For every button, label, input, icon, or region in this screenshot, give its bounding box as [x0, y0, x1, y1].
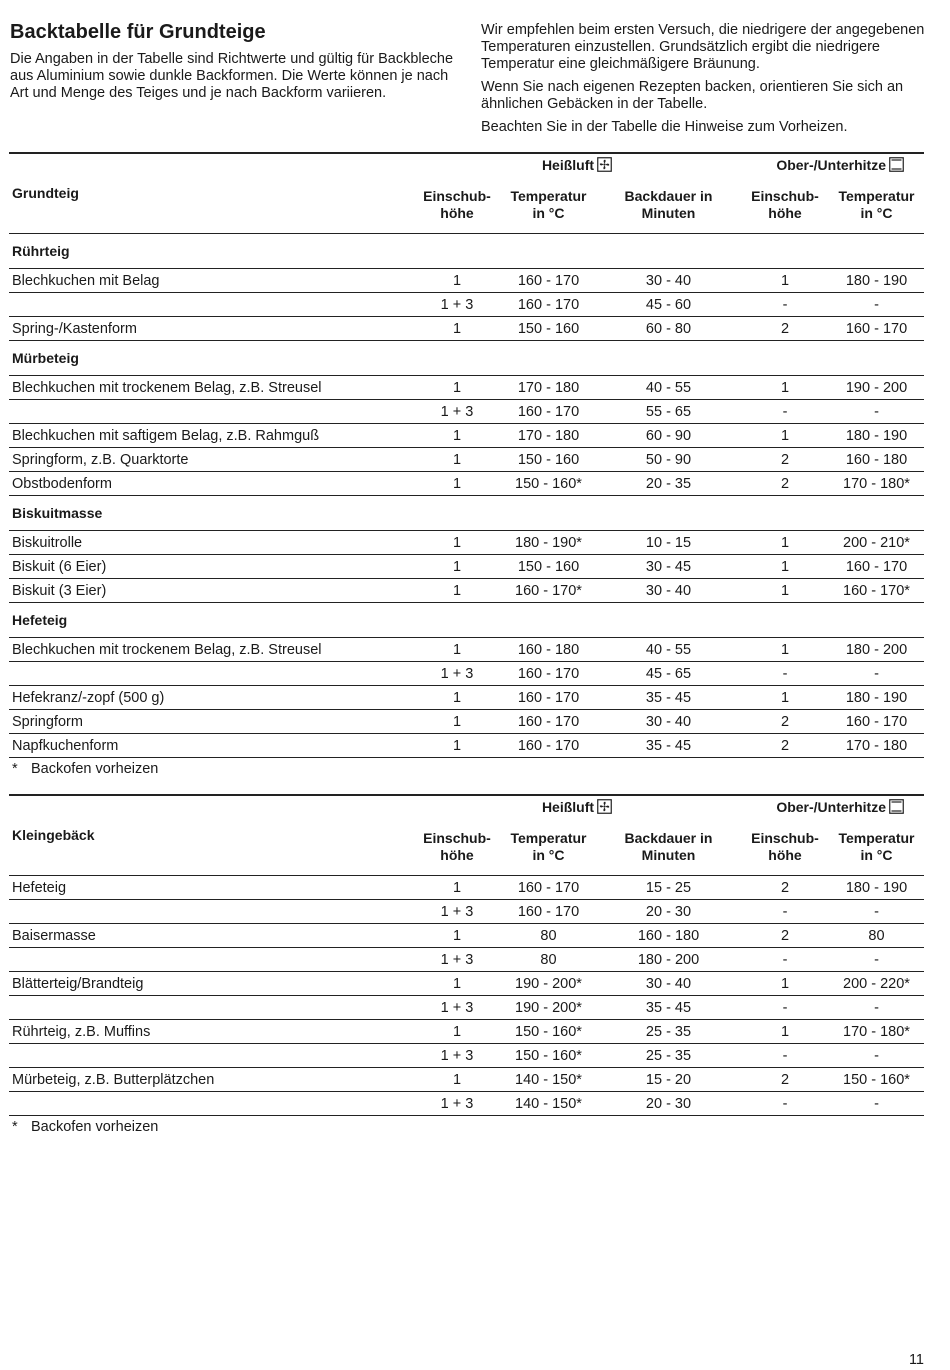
cell-h-level: 1	[413, 710, 501, 734]
cell-o-level: 1	[741, 972, 829, 996]
cell-dauer: 40 - 55	[596, 376, 741, 400]
footnote-row	[9, 1116, 924, 1139]
cell-dauer: 30 - 40	[596, 972, 741, 996]
cell-dauer: 20 - 35	[596, 472, 741, 496]
cell-h-level: 1	[413, 686, 501, 710]
cell-h-level: 1 + 3	[413, 900, 501, 924]
section-row	[9, 341, 924, 376]
cell-o-level: 1	[741, 555, 829, 579]
baking-table-kleingebaeck	[9, 794, 924, 1138]
cell-o-level: 2	[741, 734, 829, 758]
table-row	[9, 1020, 924, 1044]
mode-heissluft-label: Heißluft	[541, 798, 595, 815]
table-row	[9, 472, 924, 496]
category-header-label: Grundteig	[12, 185, 79, 201]
row-label: Hefekranz/-zopf (500 g)	[9, 686, 413, 710]
cell-o-temp: 200 - 210*	[829, 531, 924, 555]
cell-h-temp: 170 - 180	[501, 424, 596, 448]
column-header-line: Temperatur	[510, 830, 587, 846]
cell-o-temp: 160 - 170	[829, 710, 924, 734]
row-label	[9, 293, 413, 317]
cell-dauer: 60 - 80	[596, 317, 741, 341]
cell-dauer: 45 - 65	[596, 662, 741, 686]
cell-h-temp: 160 - 170	[501, 293, 596, 317]
top-bottom-heat-icon	[889, 157, 904, 175]
footnote-mark: *	[12, 1119, 18, 1135]
row-label: Obstbodenform	[9, 472, 413, 496]
mode-ober-unter	[741, 796, 924, 819]
row-label: Springform, z.B. Quarktorte	[9, 448, 413, 472]
cell-h-level: 1	[413, 1020, 501, 1044]
mode-ober-unter-label: Ober-/Unterhitze	[776, 798, 886, 815]
row-label: Blechkuchen mit Belag	[9, 269, 413, 293]
column-header-row	[9, 177, 924, 234]
row-label	[9, 996, 413, 1020]
cell-h-temp: 160 - 170	[501, 686, 596, 710]
column-header-line: Backdauer in	[624, 188, 713, 204]
cell-o-temp: 170 - 180	[829, 734, 924, 758]
cell-o-temp: 190 - 200	[829, 376, 924, 400]
cell-h-level: 1	[413, 734, 501, 758]
column-header-line: Einschub-	[751, 830, 819, 846]
cell-h-temp: 160 - 180	[501, 638, 596, 662]
cell-o-temp: 180 - 190	[829, 424, 924, 448]
cell-dauer: 160 - 180	[596, 924, 741, 948]
cell-h-level: 1	[413, 269, 501, 293]
section-row	[9, 603, 924, 638]
cell-o-level: -	[741, 1044, 829, 1068]
row-label: Hefeteig	[9, 876, 413, 900]
footnote	[9, 1116, 924, 1139]
cell-o-level: -	[741, 996, 829, 1020]
cell-o-temp: 180 - 190	[829, 269, 924, 293]
cell-o-temp: 80	[829, 924, 924, 948]
section-title: Hefeteig	[9, 603, 924, 638]
cell-o-temp: 170 - 180*	[829, 1020, 924, 1044]
column-header-line: Einschub-	[423, 830, 491, 846]
cell-h-level: 1	[413, 972, 501, 996]
table-row	[9, 424, 924, 448]
row-label: Blätterteig/Brandteig	[9, 972, 413, 996]
cell-h-temp: 180 - 190*	[501, 531, 596, 555]
cell-o-level: 2	[741, 317, 829, 341]
cell-h-level: 1	[413, 638, 501, 662]
column-header-temperatur	[501, 177, 596, 234]
cell-h-temp: 140 - 150*	[501, 1068, 596, 1092]
cell-h-level: 1	[413, 424, 501, 448]
table-row	[9, 448, 924, 472]
table-row	[9, 900, 924, 924]
cell-o-level: 1	[741, 579, 829, 603]
row-label: Mürbeteig, z.B. Butterplätzchen	[9, 1068, 413, 1092]
cell-o-level: 2	[741, 924, 829, 948]
row-label: Napfkuchenform	[9, 734, 413, 758]
cell-o-temp: 180 - 190	[829, 876, 924, 900]
column-header-einschub	[413, 177, 501, 234]
cell-h-temp: 160 - 170	[501, 662, 596, 686]
cell-dauer: 180 - 200	[596, 948, 741, 972]
cell-o-level: 1	[741, 686, 829, 710]
row-label: Baisermasse	[9, 924, 413, 948]
row-label: Rührteig, z.B. Muffins	[9, 1020, 413, 1044]
top-bottom-heat-icon	[889, 799, 904, 817]
cell-o-level: -	[741, 1092, 829, 1116]
cell-o-level: 1	[741, 1020, 829, 1044]
cell-h-level: 1	[413, 1068, 501, 1092]
row-label: Biskuitrolle	[9, 531, 413, 555]
cell-o-temp: 150 - 160*	[829, 1068, 924, 1092]
cell-o-level: 2	[741, 472, 829, 496]
cell-dauer: 15 - 20	[596, 1068, 741, 1092]
row-label: Blechkuchen mit trockenem Belag, z.B. Streusel	[9, 638, 413, 662]
cell-h-temp: 170 - 180	[501, 376, 596, 400]
cell-o-temp: -	[829, 996, 924, 1020]
column-header-line: Backdauer in	[624, 830, 713, 846]
column-header-line: Minuten	[641, 205, 696, 221]
cell-dauer: 25 - 35	[596, 1020, 741, 1044]
column-header-backdauer	[596, 177, 741, 234]
cell-h-level: 1	[413, 876, 501, 900]
row-label	[9, 1092, 413, 1116]
empty-cell	[9, 796, 413, 819]
column-header-line: höhe	[768, 205, 802, 221]
intro-left	[10, 51, 460, 102]
cell-h-temp: 190 - 200*	[501, 972, 596, 996]
row-label: Biskuit (3 Eier)	[9, 579, 413, 603]
cell-o-level: -	[741, 900, 829, 924]
cell-h-level: 1	[413, 448, 501, 472]
mode-ober-unter-label: Ober-/Unterhitze	[776, 156, 886, 173]
cell-dauer: 30 - 40	[596, 579, 741, 603]
table-row	[9, 376, 924, 400]
row-label: Blechkuchen mit saftigem Belag, z.B. Rahmguß	[9, 424, 413, 448]
footnote-text: Backofen vorheizen	[31, 1119, 159, 1135]
cell-o-temp: 200 - 220*	[829, 972, 924, 996]
row-label: Biskuit (6 Eier)	[9, 555, 413, 579]
cell-dauer: 25 - 35	[596, 1044, 741, 1068]
cell-dauer: 60 - 90	[596, 424, 741, 448]
table-row	[9, 662, 924, 686]
row-label: Blechkuchen mit trockenem Belag, z.B. Streusel	[9, 376, 413, 400]
section-title: Biskuitmasse	[9, 496, 924, 531]
cell-o-temp: -	[829, 400, 924, 424]
cell-h-temp: 80	[501, 948, 596, 972]
cell-h-temp: 150 - 160*	[501, 472, 596, 496]
mode-heissluft-label: Heißluft	[541, 156, 595, 173]
cell-h-temp: 160 - 170	[501, 734, 596, 758]
cell-o-temp: 160 - 170	[829, 555, 924, 579]
cell-o-level: 2	[741, 876, 829, 900]
intro-paragraph: Wenn Sie nach eigenen Rezepten backen, orientieren Sie sich an ähnlichen Gebäcken in der Tabelle.	[481, 79, 904, 112]
cell-dauer: 30 - 40	[596, 269, 741, 293]
cell-o-level: 2	[741, 448, 829, 472]
cell-o-level: -	[741, 400, 829, 424]
table-row	[9, 924, 924, 948]
table-row	[9, 1092, 924, 1116]
column-header-line: Einschub-	[751, 188, 819, 204]
row-label: Springform	[9, 710, 413, 734]
column-header-line: höhe	[440, 205, 474, 221]
cell-o-temp: 160 - 170	[829, 317, 924, 341]
table-row	[9, 972, 924, 996]
cell-h-level: 1	[413, 472, 501, 496]
column-header-einschub	[741, 177, 829, 234]
table-row	[9, 710, 924, 734]
category-header-label: Kleingebäck	[12, 827, 95, 843]
table-row	[9, 948, 924, 972]
column-header-line: in °C	[860, 847, 893, 863]
footnote	[9, 758, 924, 781]
cell-o-temp: 160 - 170*	[829, 579, 924, 603]
cell-h-level: 1	[413, 555, 501, 579]
column-header-line: Temperatur	[838, 830, 915, 846]
column-header-line: Minuten	[641, 847, 696, 863]
empty-cell	[9, 154, 413, 177]
row-label	[9, 948, 413, 972]
cell-dauer: 30 - 45	[596, 555, 741, 579]
table-row	[9, 638, 924, 662]
cell-o-temp: 180 - 190	[829, 686, 924, 710]
cell-o-temp: -	[829, 948, 924, 972]
cell-dauer: 10 - 15	[596, 531, 741, 555]
cell-dauer: 35 - 45	[596, 734, 741, 758]
row-label	[9, 1044, 413, 1068]
table-row	[9, 400, 924, 424]
cell-o-temp: 180 - 200	[829, 638, 924, 662]
table-row	[9, 996, 924, 1020]
table-row	[9, 734, 924, 758]
table-row	[9, 579, 924, 603]
footnote-text: Backofen vorheizen	[31, 761, 159, 777]
section-title: Mürbeteig	[9, 341, 924, 376]
cell-h-level: 1	[413, 317, 501, 341]
cell-h-level: 1 + 3	[413, 293, 501, 317]
mode-ober-unter	[741, 154, 924, 177]
cell-h-temp: 160 - 170	[501, 400, 596, 424]
mode-heissluft	[413, 796, 741, 819]
cell-o-temp: -	[829, 293, 924, 317]
cell-h-temp: 160 - 170	[501, 876, 596, 900]
table-row	[9, 876, 924, 900]
cell-h-level: 1	[413, 376, 501, 400]
cell-o-temp: -	[829, 1092, 924, 1116]
footnote-mark: *	[12, 761, 18, 777]
table-row	[9, 555, 924, 579]
cell-dauer: 50 - 90	[596, 448, 741, 472]
column-header-line: höhe	[440, 847, 474, 863]
cell-h-level: 1	[413, 531, 501, 555]
cell-h-temp: 150 - 160	[501, 317, 596, 341]
column-header-category	[9, 819, 413, 876]
column-header-line: Einschub-	[423, 188, 491, 204]
cell-h-temp: 150 - 160	[501, 448, 596, 472]
cell-o-level: 1	[741, 376, 829, 400]
row-label	[9, 400, 413, 424]
cell-o-temp: -	[829, 1044, 924, 1068]
cell-h-temp: 80	[501, 924, 596, 948]
column-header-line: Temperatur	[838, 188, 915, 204]
section-title: Rührteig	[9, 234, 924, 269]
table-row	[9, 293, 924, 317]
cell-h-temp: 150 - 160*	[501, 1020, 596, 1044]
cell-h-level: 1 + 3	[413, 400, 501, 424]
mode-header-row	[9, 154, 924, 177]
cell-h-level: 1	[413, 579, 501, 603]
cell-h-temp: 160 - 170*	[501, 579, 596, 603]
cell-h-temp: 190 - 200*	[501, 996, 596, 1020]
column-header-einschub	[413, 819, 501, 876]
baking-table-grundteig	[9, 152, 924, 780]
cell-dauer: 20 - 30	[596, 900, 741, 924]
fan-icon	[597, 799, 612, 817]
cell-o-temp: -	[829, 662, 924, 686]
row-label	[9, 662, 413, 686]
cell-dauer: 15 - 25	[596, 876, 741, 900]
cell-h-level: 1 + 3	[413, 662, 501, 686]
column-header-line: in °C	[860, 205, 893, 221]
cell-h-temp: 150 - 160	[501, 555, 596, 579]
cell-dauer: 30 - 40	[596, 710, 741, 734]
section-row	[9, 234, 924, 269]
cell-h-temp: 160 - 170	[501, 269, 596, 293]
cell-h-level: 1 + 3	[413, 1092, 501, 1116]
cell-o-level: 1	[741, 638, 829, 662]
column-header-category	[9, 177, 413, 234]
column-header-line: in °C	[532, 847, 565, 863]
cell-dauer: 55 - 65	[596, 400, 741, 424]
column-header-einschub	[741, 819, 829, 876]
cell-o-level: -	[741, 948, 829, 972]
cell-dauer: 35 - 45	[596, 996, 741, 1020]
cell-dauer: 35 - 45	[596, 686, 741, 710]
section-row	[9, 496, 924, 531]
cell-h-temp: 160 - 170	[501, 900, 596, 924]
cell-h-level: 1	[413, 924, 501, 948]
column-header-backdauer	[596, 819, 741, 876]
cell-o-temp: -	[829, 900, 924, 924]
cell-dauer: 40 - 55	[596, 638, 741, 662]
column-header-line: höhe	[768, 847, 802, 863]
intro-paragraph: Beachten Sie in der Tabelle die Hinweise zum Vorheizen.	[481, 119, 848, 135]
row-label: Spring-/Kastenform	[9, 317, 413, 341]
mode-header-row	[9, 796, 924, 819]
footnote-row	[9, 758, 924, 781]
table-row	[9, 531, 924, 555]
cell-dauer: 20 - 30	[596, 1092, 741, 1116]
column-header-line: in °C	[532, 205, 565, 221]
column-header-temperatur	[829, 177, 924, 234]
cell-h-temp: 150 - 160*	[501, 1044, 596, 1068]
column-header-temperatur	[501, 819, 596, 876]
cell-h-level: 1 + 3	[413, 948, 501, 972]
intro-paragraph: Wir empfehlen beim ersten Versuch, die niedrigere der angegebenen Temperaturen einzustellen. Grundsätzlich ergibt die niedrigere Temperatur eine gleichmäßigere Bräunung.	[481, 22, 925, 72]
cell-h-temp: 140 - 150*	[501, 1092, 596, 1116]
cell-o-level: -	[741, 293, 829, 317]
cell-h-level: 1 + 3	[413, 1044, 501, 1068]
mode-heissluft	[413, 154, 741, 177]
cell-o-level: -	[741, 662, 829, 686]
fan-icon	[597, 157, 612, 175]
cell-o-level: 1	[741, 424, 829, 448]
page-title: Backtabelle für Grundteige	[10, 21, 266, 43]
cell-h-temp: 160 - 170	[501, 710, 596, 734]
cell-dauer: 45 - 60	[596, 293, 741, 317]
cell-o-level: 1	[741, 531, 829, 555]
intro-right	[481, 22, 926, 142]
cell-o-level: 1	[741, 269, 829, 293]
cell-o-level: 2	[741, 1068, 829, 1092]
column-header-temperatur	[829, 819, 924, 876]
table-row	[9, 686, 924, 710]
table-row	[9, 269, 924, 293]
column-header-row	[9, 819, 924, 876]
cell-o-temp: 160 - 180	[829, 448, 924, 472]
cell-h-level: 1 + 3	[413, 996, 501, 1020]
intro-paragraph: Die Angaben in der Tabelle sind Richtwerte und gültig für Backbleche aus Aluminium sowie dunkle Backformen. Die Werte können je nach Art und Menge des Teiges und je nach Backform variieren.	[10, 51, 454, 101]
table-row	[9, 1068, 924, 1092]
table-row	[9, 317, 924, 341]
page-number: 11	[908, 1352, 924, 1368]
column-header-line: Temperatur	[510, 188, 587, 204]
row-label	[9, 900, 413, 924]
table-row	[9, 1044, 924, 1068]
cell-o-temp: 170 - 180*	[829, 472, 924, 496]
cell-o-level: 2	[741, 710, 829, 734]
